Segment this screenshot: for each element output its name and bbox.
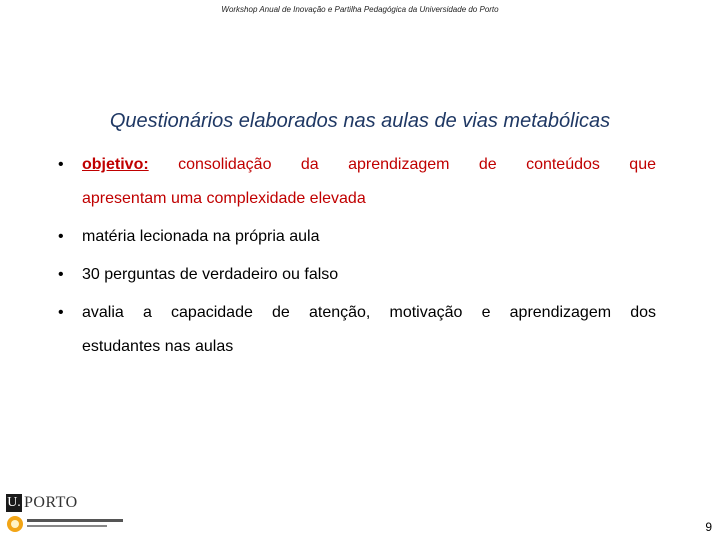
- bullet-text: • avalia a capacidade de atenção, motivação e aprendizagem dos: [82, 304, 656, 321]
- slide-title: Questionários elaborados nas aulas de vias metabólicas: [109, 110, 611, 132]
- bullet-item: [58, 296, 656, 364]
- bullet-text: 30 perguntas de verdadeiro ou falso: [82, 266, 339, 283]
- bullet-text: consolidação da aprendizagem de conteúdos que: [178, 156, 656, 173]
- page-number: 9: [705, 520, 712, 534]
- bullet-item: [58, 220, 656, 254]
- bullet-text: matéria lecionada na própria aula: [82, 228, 320, 245]
- bullet-item: [58, 258, 656, 292]
- faculty-name-graphic: [27, 519, 123, 522]
- logo-mark: U.: [7, 495, 21, 510]
- bullet-keyword: objetivo:: [82, 156, 149, 173]
- bullet-list: [58, 148, 656, 368]
- university-logo: [6, 494, 124, 536]
- faculty-emblem-icon: [7, 516, 23, 532]
- faculty-subtitle-graphic: [27, 525, 107, 527]
- bullet-text-continued: apresentam uma complexidade elevada: [82, 190, 366, 207]
- bullet-line: [82, 148, 656, 182]
- bullet-item-objetivo: [58, 148, 656, 216]
- bullet-text-continued: estudantes nas aulas: [82, 338, 234, 355]
- slide-header: Workshop Anual de Inovação e Partilha Pedagógica da Universidade do Porto: [221, 5, 499, 14]
- logo-name: PORTO: [24, 494, 78, 511]
